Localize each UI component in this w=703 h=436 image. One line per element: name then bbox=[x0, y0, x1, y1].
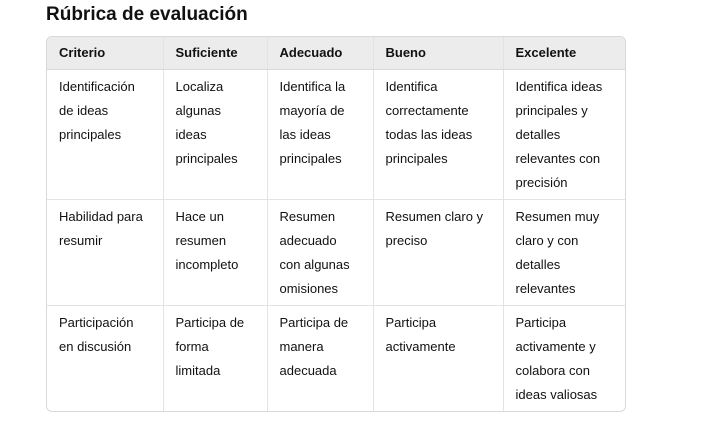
column-header-adecuado: Adecuado bbox=[267, 37, 373, 70]
column-header-bueno: Bueno bbox=[373, 37, 503, 70]
table-cell: Resumen muy claro y con detalles relevantes bbox=[503, 200, 625, 306]
table-cell: Identificación de ideas principales bbox=[47, 70, 163, 200]
table-cell: Identifica la mayoría de las ideas principales bbox=[267, 70, 373, 200]
column-header-criterio: Criterio bbox=[47, 37, 163, 70]
table-header-row bbox=[47, 37, 625, 70]
rubric-table-container bbox=[46, 36, 626, 412]
table-cell: Identifica correctamente todas las ideas principales bbox=[373, 70, 503, 200]
table-cell: Habilidad para resumir bbox=[47, 200, 163, 306]
rubric-table bbox=[47, 37, 625, 411]
table-cell: Participa activamente bbox=[373, 306, 503, 412]
table-cell: Participa activamente y colabora con ideas valiosas bbox=[515, 315, 598, 402]
table-cell: Participa de manera adecuada bbox=[267, 306, 373, 412]
table-row bbox=[47, 70, 625, 200]
table-cell: Localiza algunas ideas principales bbox=[163, 70, 267, 200]
column-header-suficiente: Suficiente bbox=[163, 37, 267, 70]
column-header-excelente: Excelente bbox=[503, 37, 625, 70]
table-row bbox=[47, 200, 625, 306]
table-cell: Hace un resumen incompleto bbox=[163, 200, 267, 306]
table-cell: Participación en discusión bbox=[47, 306, 163, 412]
table-cell: Resumen adecuado con algunas omisiones bbox=[267, 200, 373, 306]
table-row bbox=[47, 306, 625, 412]
table-cell: Resumen claro y preciso bbox=[373, 200, 503, 306]
page-title: Rúbrica de evaluación bbox=[46, 4, 248, 25]
table-cell: Participa de forma limitada bbox=[163, 306, 267, 412]
table-cell: Identifica ideas principales y detalles relevantes con precisión bbox=[503, 70, 625, 200]
